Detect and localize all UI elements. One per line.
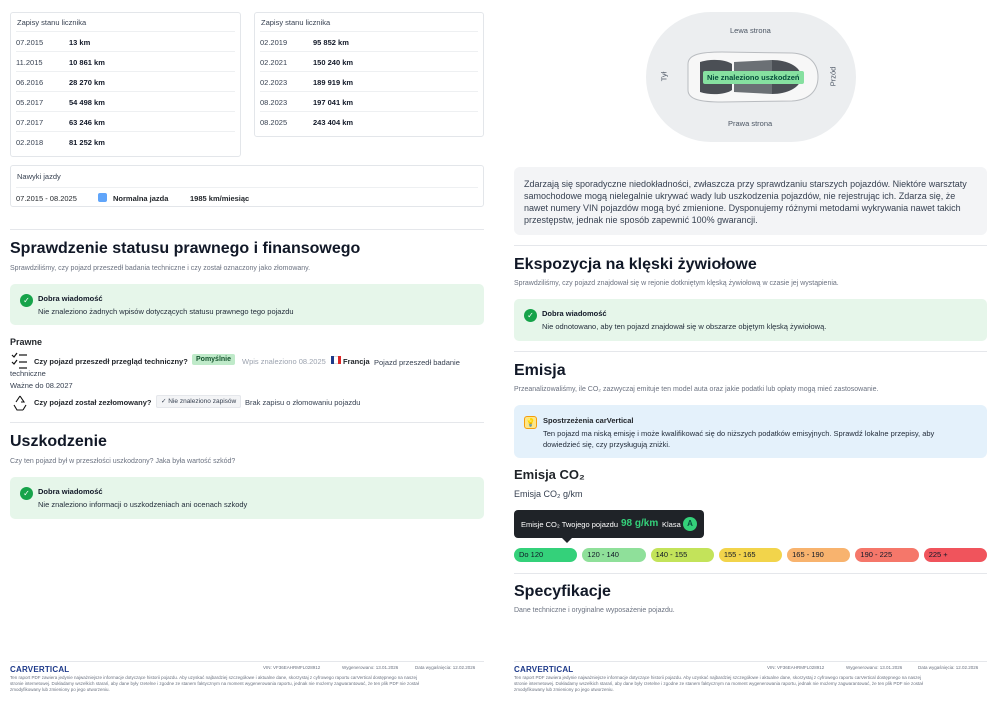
habits-style: Normalna jazda	[113, 194, 169, 203]
footer-vin: VIN: VF36EAHRMFL028912	[263, 665, 321, 670]
odometer-date: 05.2017	[16, 98, 44, 107]
driving-habits-card	[10, 165, 484, 207]
odometer-date: 07.2015	[16, 38, 44, 47]
co2-unit: Emisja CO₂ g/km	[514, 489, 583, 499]
footer-expires: Data wygaśnięcia: 12.02.2026	[918, 665, 979, 670]
specs-section-title: Specyfikacje	[514, 583, 611, 600]
odometer-km: 13 km	[69, 38, 91, 47]
scrapped-badge: ✓ Nie znaleziono zapisów	[156, 396, 241, 405]
front-label: Przód	[828, 66, 838, 87]
footer-divider	[514, 661, 987, 662]
scrapped-question: Czy pojazd został zezłomowany?	[34, 398, 152, 407]
good-news-title: Dobra wiadomość	[38, 294, 103, 303]
normal-driving-swatch	[98, 193, 107, 202]
inspection-country: Francja	[343, 357, 370, 366]
driving-habits-row	[16, 187, 478, 207]
odometer-title: Zapisy stanu licznika	[261, 18, 331, 27]
odometer-table-right	[254, 12, 484, 137]
odometer-km: 28 270 km	[69, 78, 105, 87]
insight-title: Spostrzeżenia carVertical	[543, 416, 634, 425]
recycle-icon	[11, 394, 29, 412]
damage-good-news	[10, 477, 484, 519]
odometer-row	[16, 91, 235, 111]
footer-expires: Data wygaśnięcia: 12.02.2026	[415, 665, 476, 670]
odometer-date: 02.2023	[260, 78, 288, 87]
odometer-row	[16, 131, 235, 151]
check-circle-icon: ✓	[524, 309, 537, 322]
carvertical-insight	[514, 405, 987, 458]
odometer-km: 197 041 km	[313, 98, 354, 107]
divider	[514, 351, 987, 352]
odometer-date: 11.2015	[16, 58, 43, 67]
disaster-subtitle: Sprawdziliśmy, czy pojazd znajdował się w rejonie dotkniętym klęską żywiołową w czasie jej wystąpienia.	[514, 280, 839, 287]
odometer-row	[260, 91, 478, 111]
footer-generated: Wygenerowano: 13.01.2026	[342, 665, 399, 670]
odometer-row	[16, 111, 235, 131]
habits-per-month: 1985 km/miesiąc	[190, 194, 250, 203]
odometer-km: 189 919 km	[313, 78, 354, 87]
footer-disclaimer: Ten raport PDF zawiera jedynie najważniejsze informacje dotyczące historii pojazdu. Aby uzyskać najbardziej szczegółowe i aktualne dane, skorzystaj z cyfrowego raportu carVertical dostępnego na naszej stronie internetowej. Dokładamy wszelkich starań, aby dane były rzetelne i zgodne ze stanem faktycznym na moment wygenerowania raportu, jednak nie możemy zagwarantować, że ten plik PDF nie został zmodyfikowany lub zmieniony po jego utworzeniu.	[514, 675, 923, 692]
right-side-label: Prawa strona	[728, 119, 773, 128]
inspection-valid-until: Ważne do 08.2027	[10, 381, 73, 390]
check-circle-icon: ✓	[20, 294, 33, 307]
carvertical-logo: CARVERTICAL	[514, 665, 574, 674]
tooltip-prefix: Emisje CO₂ Twojego pojazdu	[521, 520, 618, 529]
emission-section-title: Emisja	[514, 362, 566, 379]
specs-subtitle: Dane techniczne i oryginalne wyposażenie pojazdu.	[514, 607, 675, 614]
good-news-text: Nie odnotowano, aby ten pojazd znajdował się w obszarze objętym klęską żywiołową.	[542, 322, 827, 331]
emission-subtitle: Przeanalizowaliśmy, ile CO₂ zazwyczaj emituje ten model auta oraz jakie podatki lub opłaty mogą mieć zastosowanie.	[514, 386, 879, 393]
odometer-row	[260, 31, 478, 51]
legal-subtitle: Sprawdziliśmy, czy pojazd przeszedł badania techniczne i czy został oznaczony jako złomowany.	[10, 265, 311, 272]
inspection-badge: Pomyślnie	[192, 354, 235, 363]
divider	[10, 422, 484, 423]
odometer-table-left	[10, 12, 241, 157]
habits-period: 07.2015 - 08.2025	[16, 194, 77, 203]
driving-habits-title: Nawyki jazdy	[17, 172, 61, 181]
odometer-km: 95 852 km	[313, 38, 349, 47]
co2-scale-band: 140 - 155	[651, 548, 714, 562]
co2-scale-band: 155 - 165	[719, 548, 782, 562]
legal-label: Prawne	[10, 337, 43, 347]
divider	[514, 245, 987, 246]
inspection-found-date: Wpis znaleziono 08.2025	[242, 357, 326, 366]
scrapped-text: Brak zapisu o złomowaniu pojazdu	[245, 398, 361, 407]
odometer-row	[16, 71, 235, 91]
no-damage-badge: Nie znaleziono uszkodzeń	[703, 71, 804, 84]
odometer-km: 54 498 km	[69, 98, 105, 107]
odometer-km: 243 404 km	[313, 118, 354, 127]
divider	[10, 229, 484, 230]
disaster-good-news	[514, 299, 987, 341]
tooltip-class-badge: A	[683, 517, 697, 531]
odometer-km: 150 240 km	[313, 58, 354, 67]
footer-disclaimer: Ten raport PDF zawiera jedynie najważniejsze informacje dotyczące historii pojazdu. Aby uzyskać najbardziej szczegółowe i aktualne dane, skorzystaj z cyfrowego raportu carVertical dostępnego na naszej stronie internetowej. Dokładamy wszelkich starań, aby dane były rzetelne i zgodne ze stanem faktycznym na moment wygenerowania raportu, jednak nie możemy zagwarantować, że ten plik PDF nie został zmodyfikowany lub zmieniony po jego utworzeniu.	[10, 675, 419, 692]
co2-tooltip	[514, 510, 704, 538]
odometer-km: 63 246 km	[69, 118, 105, 127]
odometer-date: 02.2018	[16, 138, 44, 147]
odometer-row	[260, 71, 478, 91]
tooltip-class-label: Klasa	[662, 520, 681, 529]
odometer-row	[16, 51, 235, 71]
co2-title: Emisja CO₂	[514, 467, 585, 482]
damage-subtitle: Czy ten pojazd był w przeszłości uszkodzony? Jaka była wartość szkód?	[10, 458, 236, 465]
legal-good-news	[10, 284, 484, 325]
odometer-date: 06.2016	[16, 78, 44, 87]
damage-section-title: Uszkodzenie	[10, 433, 107, 450]
odometer-row	[260, 51, 478, 71]
car-damage-diagram	[646, 12, 856, 142]
footer-divider	[10, 661, 484, 662]
odometer-date: 02.2021	[260, 58, 288, 67]
damage-disclaimer-note: Zdarzają się sporadyczne niedokładności, zwłaszcza przy sprawdzaniu starszych pojazdów. Niektóre warsztaty samochodowe mogą nielegalnie ukrywać wady lub uszkodzenia pojazdów, nie rejestrując ich. Zdarza się, że nawet numery VIN pojazdów mogą być zmienione. Dysponujemy różnymi metodami wykrywania nawet takich przestępstw, jednak nie sposób zapewnić 100% gwarancji.	[514, 167, 987, 235]
odometer-date: 07.2017	[16, 118, 44, 127]
rear-label: Tył	[659, 71, 669, 82]
left-side-label: Lewa strona	[730, 26, 771, 35]
footer-vin: VIN: VF36EAHRMFL028912	[767, 665, 825, 670]
inspection-question: Czy pojazd przeszedł przegląd techniczny?	[34, 357, 188, 366]
odometer-title: Zapisy stanu licznika	[17, 18, 87, 27]
lightbulb-icon: 💡	[525, 418, 536, 427]
odometer-km: 10 861 km	[69, 58, 105, 67]
good-news-title: Dobra wiadomość	[38, 487, 103, 496]
co2-scale-band: Do 120	[514, 548, 577, 562]
inspection-result: Pojazd przeszedł badanie techniczne	[10, 358, 460, 378]
divider	[514, 573, 987, 574]
co2-scale-band: 225 +	[924, 548, 987, 562]
good-news-text: Nie znaleziono żadnych wpisów dotyczących statusu prawnego tego pojazdu	[38, 307, 294, 316]
carvertical-logo: CARVERTICAL	[10, 665, 70, 674]
odometer-date: 02.2019	[260, 38, 288, 47]
co2-scale-band: 120 - 140	[582, 548, 645, 562]
tooltip-value: 98 g/km	[621, 518, 659, 529]
insight-text: Ten pojazd ma niską emisję i może kwalifikować się do niższych podatków emisyjnych. Sprawdź lokalne przepisy, aby dowiedzieć się, czy przysługują zniżki.	[543, 429, 935, 449]
odometer-row	[16, 31, 235, 51]
disaster-section-title: Ekspozycja na klęski żywiołowe	[514, 256, 757, 273]
odometer-km: 81 252 km	[69, 138, 105, 147]
good-news-title: Dobra wiadomość	[542, 309, 607, 318]
check-circle-icon: ✓	[20, 487, 33, 500]
good-news-text: Nie znaleziono informacji o uszkodzeniach ani ocenach szkody	[38, 500, 248, 509]
odometer-row	[260, 111, 478, 131]
footer-generated: Wygenerowano: 13.01.2026	[846, 665, 903, 670]
legal-section-title: Sprawdzenie statusu prawnego i finansowego	[10, 240, 361, 257]
odometer-date: 08.2025	[260, 118, 288, 127]
tooltip-arrow	[562, 538, 572, 543]
co2-scale-band: 165 - 190	[787, 548, 850, 562]
odometer-date: 08.2023	[260, 98, 288, 107]
co2-scale-band: 190 - 225	[855, 548, 918, 562]
